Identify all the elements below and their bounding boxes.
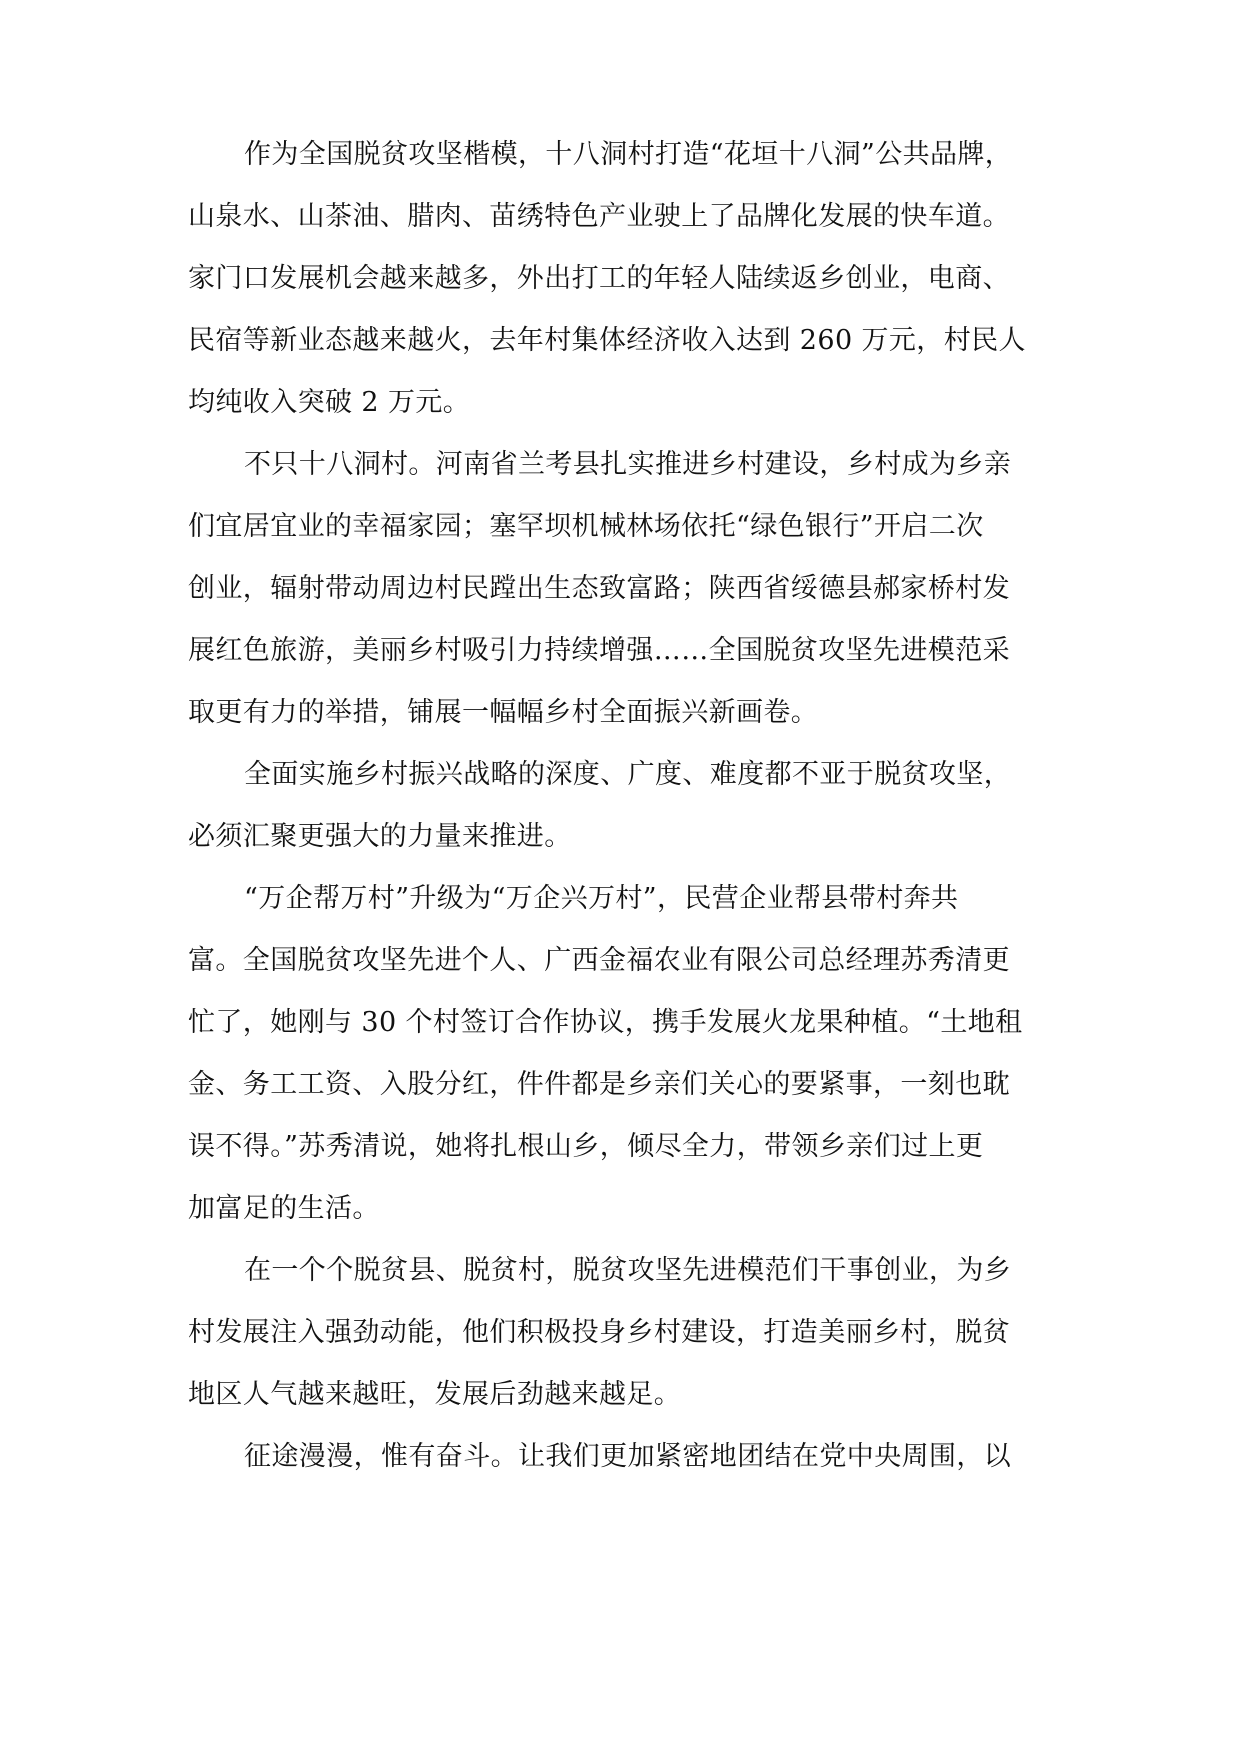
paragraph-line: 村发展注入强劲动能，他们积极投身乡村建设，打造美丽乡村，脱贫 <box>188 1317 1010 1348</box>
paragraph-line: 全面实施乡村振兴战略的深度、广度、难度都不亚于脱贫攻坚， <box>244 759 1012 790</box>
paragraph-line: 在一个个脱贫县、脱贫村，脱贫攻坚先进模范们干事创业，为乡 <box>244 1255 1012 1286</box>
paragraph-line: 不只十八洞村。河南省兰考县扎实推进乡村建设，乡村成为乡亲 <box>244 449 1012 480</box>
paragraph-line: 富。全国脱贫攻坚先进个人、广西金福农业有限公司总经理苏秀清更 <box>188 945 1010 976</box>
paragraph-line: 家门口发展机会越来越多，外出打工的年轻人陆续返乡创业，电商、 <box>188 263 1010 294</box>
paragraph-line: 均纯收入突破 2 万元。 <box>188 387 471 418</box>
paragraph-line: 山泉水、山茶油、腊肉、苗绣特色产业驶上了品牌化发展的快车道。 <box>188 201 1010 232</box>
paragraph-line: 们宜居宜业的幸福家园；塞罕坝机械林场依托“绿色银行”开启二次 <box>188 511 984 542</box>
paragraph-line: 征途漫漫，惟有奋斗。让我们更加紧密地团结在党中央周围，以 <box>244 1441 1012 1472</box>
paragraph-line: 展红色旅游，美丽乡村吸引力持续增强……全国脱贫攻坚先进模范采 <box>188 635 1010 666</box>
paragraph-line: “万企帮万村”升级为“万企兴万村”，民营企业帮县带村奔共 <box>244 883 959 914</box>
paragraph-line: 金、务工工资、入股分红，件件都是乡亲们关心的要紧事，一刻也耽 <box>188 1069 1010 1100</box>
paragraph-1 <box>188 124 1060 434</box>
paragraph-6 <box>188 1426 1060 1488</box>
paragraph-line: 创业，辐射带动周边村民蹚出生态致富路；陕西省绥德县郝家桥村发 <box>188 573 1010 604</box>
paragraph-line: 地区人气越来越旺，发展后劲越来越足。 <box>188 1379 682 1410</box>
paragraph-4 <box>188 868 1060 1240</box>
paragraph-2 <box>188 434 1060 744</box>
paragraph-line: 民宿等新业态越来越火，去年村集体经济收入达到 260 万元，村民人 <box>188 325 1026 356</box>
paragraph-line: 作为全国脱贫攻坚楷模，十八洞村打造“花垣十八洞”公共品牌， <box>244 139 1013 170</box>
document-page <box>188 124 1060 1488</box>
paragraph-line: 加富足的生活。 <box>188 1193 380 1224</box>
paragraph-line: 误不得。”苏秀清说，她将扎根山乡，倾尽全力，带领乡亲们过上更 <box>188 1131 984 1162</box>
paragraph-line: 取更有力的举措，铺展一幅幅乡村全面振兴新画卷。 <box>188 697 819 728</box>
paragraph-line: 必须汇聚更强大的力量来推进。 <box>188 821 572 852</box>
paragraph-3 <box>188 744 1060 868</box>
paragraph-line: 忙了，她刚与 30 个村签订合作协议，携手发展火龙果种植。“土地租 <box>188 1007 1023 1038</box>
paragraph-5 <box>188 1240 1060 1426</box>
